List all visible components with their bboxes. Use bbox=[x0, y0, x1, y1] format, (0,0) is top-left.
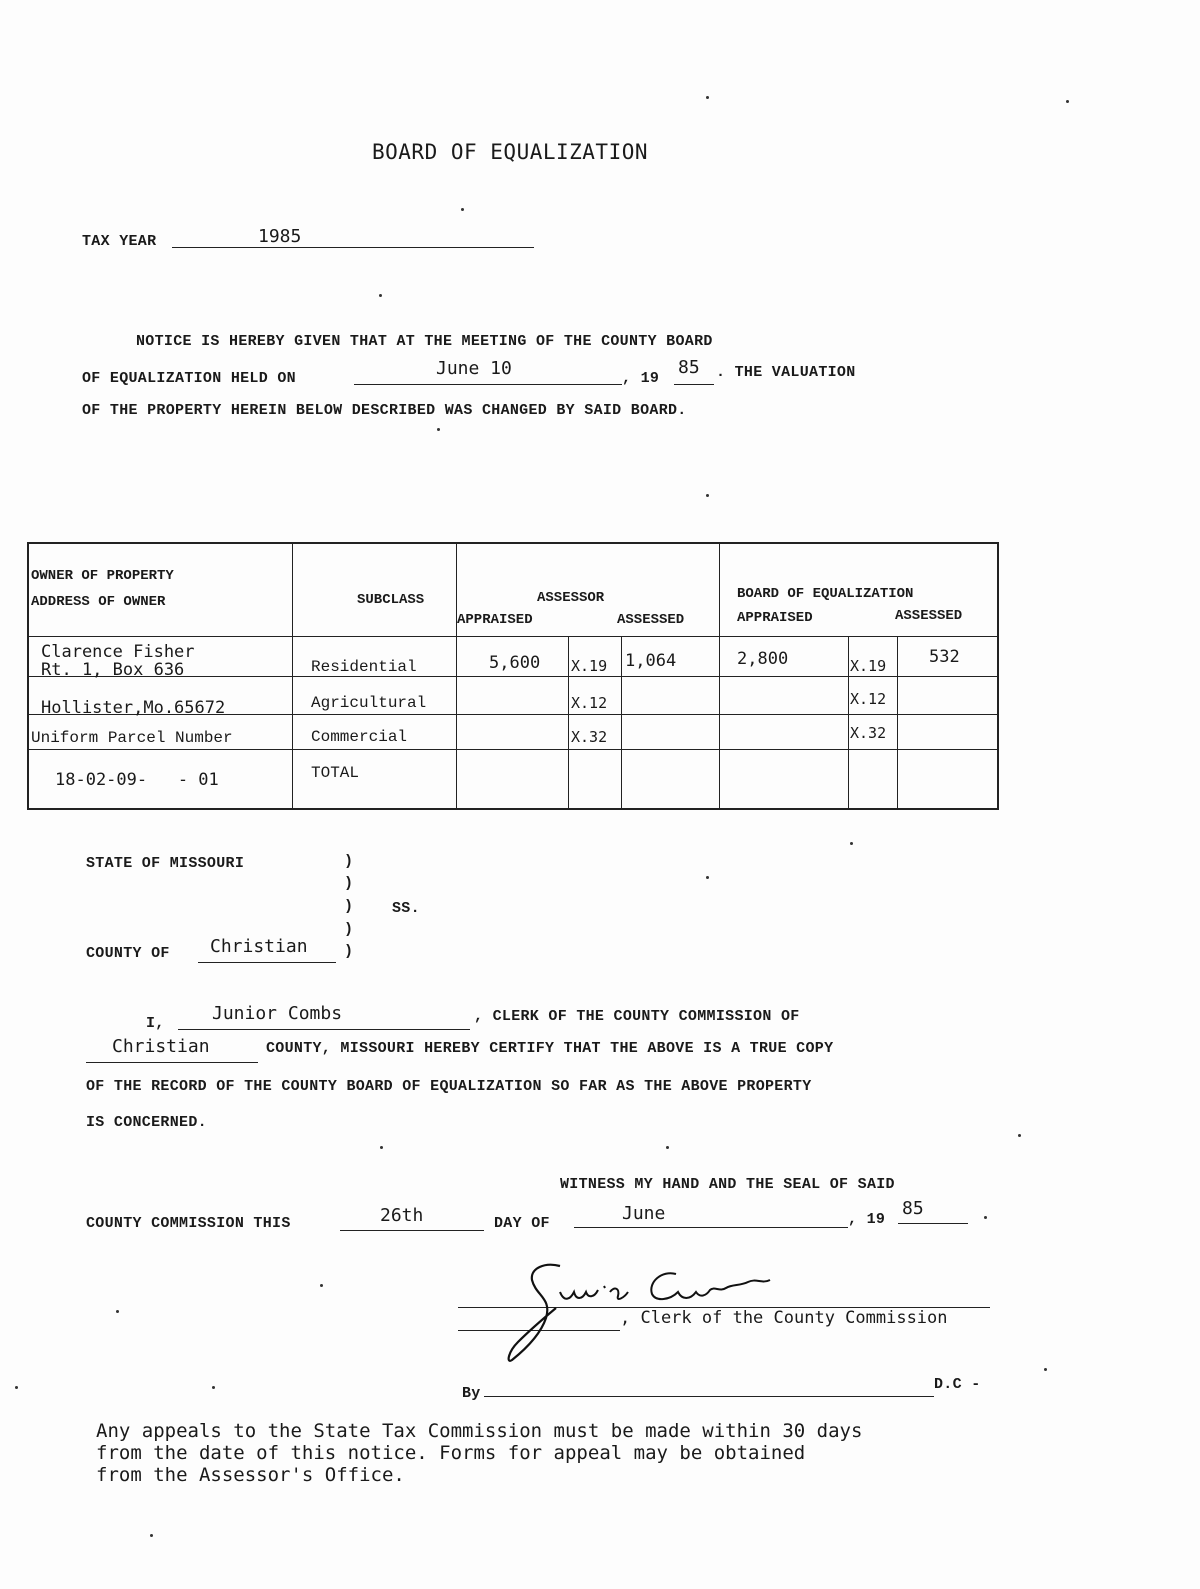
row-2-board-mult: X.12 bbox=[850, 690, 887, 708]
notice-line-3: OF THE PROPERTY HEREIN BELOW DESCRIBED WAS CHANGED BY SAID BOARD. bbox=[82, 402, 687, 419]
header-board-assessed: ASSESSED bbox=[895, 608, 963, 624]
header-subclass: SUBCLASS bbox=[357, 592, 425, 608]
clerk-name-underline bbox=[178, 1029, 470, 1030]
speck bbox=[850, 842, 853, 845]
document-title: BOARD OF EQUALIZATION bbox=[372, 140, 649, 164]
row-1-board-mult: X.19 bbox=[850, 657, 887, 675]
certify-line-4: IS CONCERNED. bbox=[86, 1114, 207, 1131]
day-value: 26th bbox=[380, 1205, 424, 1226]
row-1-assessor-assessed: 1,064 bbox=[625, 651, 677, 671]
parcel-number: 18-02-09- - 01 bbox=[55, 770, 219, 790]
county-value: Christian bbox=[210, 936, 308, 957]
tax-year-value: 1985 bbox=[258, 226, 302, 247]
rule-board-mult-right bbox=[897, 636, 898, 808]
row-2-assessor-mult: X.12 bbox=[571, 694, 608, 712]
signature-text: Junior Combs bbox=[500, 1256, 508, 1257]
state-label: STATE OF MISSOURI bbox=[86, 855, 245, 872]
row-1-board-appraised: 2,800 bbox=[737, 649, 789, 669]
by-underline bbox=[484, 1396, 934, 1397]
meeting-year-value: 85 bbox=[678, 357, 700, 378]
row-3-assessor-mult: X.32 bbox=[571, 728, 608, 746]
speck bbox=[379, 294, 382, 297]
venue-paren-3: ) bbox=[344, 898, 354, 915]
speck bbox=[116, 1310, 119, 1313]
certify-county-value: Christian bbox=[112, 1036, 210, 1057]
speck bbox=[380, 1146, 383, 1149]
speck bbox=[15, 1386, 18, 1389]
venue-paren-2: ) bbox=[344, 875, 354, 892]
owner-address-1: Rt. 1, Box 636 bbox=[41, 660, 185, 680]
row-1-assessor-appraised: 5,600 bbox=[489, 653, 541, 673]
venue-paren-1: ) bbox=[344, 853, 354, 870]
header-board: BOARD OF EQUALIZATION bbox=[737, 586, 914, 602]
speck bbox=[666, 1146, 669, 1149]
speck bbox=[212, 1386, 215, 1389]
clerk-title: , Clerk of the County Commission bbox=[620, 1308, 948, 1328]
meeting-date-underline bbox=[354, 384, 622, 385]
rule-assessor-mult-left bbox=[568, 636, 569, 808]
header-assessor-appraised: APPRAISED bbox=[457, 612, 533, 628]
speck bbox=[1066, 100, 1069, 103]
row-1-assessor-mult: X.19 bbox=[571, 657, 608, 675]
row-1-subclass: Residential bbox=[311, 658, 417, 676]
certify-county-underline bbox=[86, 1062, 258, 1063]
witness-year-underline bbox=[898, 1223, 968, 1224]
row-1-board-assessed: 532 bbox=[929, 647, 960, 667]
header-assessor-assessed: ASSESSED bbox=[617, 612, 685, 628]
witness-line-1: WITNESS MY HAND AND THE SEAL OF SAID bbox=[560, 1176, 895, 1193]
certify-line-3: OF THE RECORD OF THE COUNTY BOARD OF EQUALIZATION SO FAR AS THE ABOVE PROPERTY bbox=[86, 1078, 812, 1095]
witness-year-value: 85 bbox=[902, 1198, 924, 1219]
speck bbox=[437, 428, 440, 431]
notice-line-1: NOTICE IS HEREBY GIVEN THAT AT THE MEETING OF THE COUNTY BOARD bbox=[136, 333, 713, 350]
speck bbox=[706, 876, 709, 879]
tax-year-underline bbox=[172, 247, 534, 248]
speck bbox=[461, 208, 464, 211]
month-value: June bbox=[622, 1203, 666, 1224]
by-label: By bbox=[462, 1385, 481, 1402]
county-underline bbox=[198, 962, 336, 963]
dc-label: D.C - bbox=[934, 1376, 981, 1393]
tax-year-label: TAX YEAR bbox=[82, 233, 157, 250]
notice-line-2-prefix: OF EQUALIZATION HELD ON bbox=[82, 370, 296, 387]
row-2-subclass: Agricultural bbox=[311, 694, 427, 712]
month-underline bbox=[574, 1227, 848, 1228]
rule-assessor-mult-right bbox=[621, 636, 622, 808]
speck bbox=[706, 96, 709, 99]
valuation-table bbox=[27, 542, 999, 810]
certify-i: I, bbox=[146, 1015, 165, 1032]
day-of-label: DAY OF bbox=[494, 1215, 550, 1232]
meeting-year-underline bbox=[674, 384, 714, 385]
speck bbox=[706, 494, 709, 497]
footer-line-2: from the date of this notice. Forms for appeal may be obtained bbox=[96, 1442, 806, 1464]
certify-line-2-suffix: COUNTY, MISSOURI HEREBY CERTIFY THAT THE ABOVE IS A TRUE COPY bbox=[266, 1040, 834, 1057]
venue-paren-4: ) bbox=[344, 921, 354, 938]
meeting-year-prefix: , 19 bbox=[622, 370, 660, 387]
witness-year-prefix: , 19 bbox=[848, 1211, 886, 1228]
owner-name: Clarence Fisher bbox=[41, 642, 195, 662]
day-underline bbox=[340, 1230, 484, 1231]
ss-label: SS. bbox=[392, 900, 420, 917]
footer-line-3: from the Assessor's Office. bbox=[96, 1464, 405, 1486]
header-assessor: ASSESSOR bbox=[537, 590, 605, 606]
row-3-board-mult: X.32 bbox=[850, 724, 887, 742]
header-owner-line-2: ADDRESS OF OWNER bbox=[31, 594, 166, 610]
speck bbox=[320, 1284, 323, 1287]
footer-line-1: Any appeals to the State Tax Commission must be made within 30 days bbox=[96, 1420, 863, 1442]
speck bbox=[984, 1216, 987, 1219]
owner-address-2: Hollister,Mo.65672 bbox=[41, 698, 226, 718]
speck bbox=[150, 1534, 153, 1537]
rule-board-mult-left bbox=[848, 636, 849, 808]
parcel-label: Uniform Parcel Number bbox=[31, 729, 233, 747]
row-3-subclass: Commercial bbox=[311, 728, 408, 746]
rule-header-bottom bbox=[29, 636, 997, 637]
clerk-name-value: Junior Combs bbox=[212, 1003, 343, 1024]
header-board-appraised: APPRAISED bbox=[737, 610, 813, 626]
speck bbox=[1044, 1368, 1047, 1371]
header-owner-line-1: OWNER OF PROPERTY bbox=[31, 568, 174, 584]
witness-line-2-prefix: COUNTY COMMISSION THIS bbox=[86, 1215, 291, 1232]
row-total-subclass: TOTAL bbox=[311, 764, 360, 782]
speck bbox=[1018, 1134, 1021, 1137]
certify-line-1-suffix: , CLERK OF THE COUNTY COMMISSION OF bbox=[474, 1008, 800, 1025]
meeting-date-value: June 10 bbox=[436, 358, 512, 379]
county-label: COUNTY OF bbox=[86, 945, 170, 962]
notice-line-2-suffix: . THE VALUATION bbox=[716, 364, 856, 381]
rule-row-3 bbox=[29, 749, 997, 750]
venue-paren-5: ) bbox=[344, 943, 354, 960]
